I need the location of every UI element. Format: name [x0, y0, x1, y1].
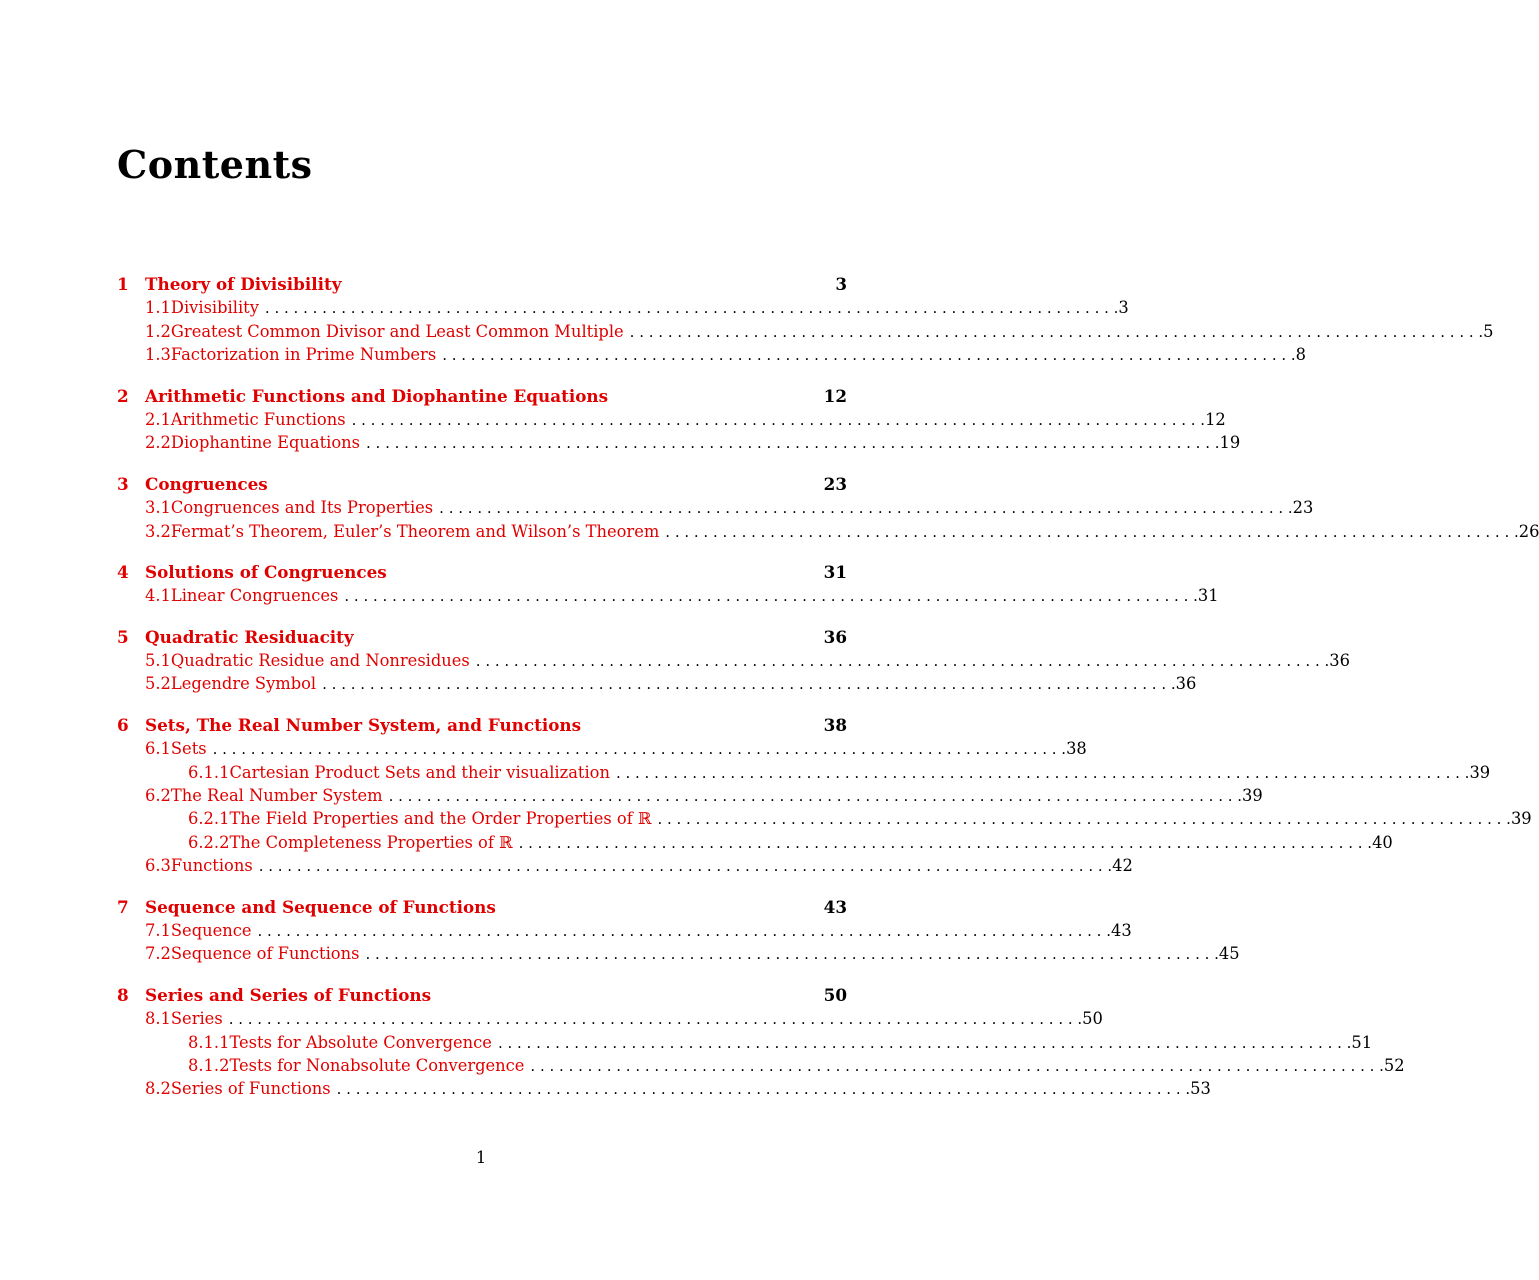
section-page-number: 12 [1205, 409, 1226, 429]
section-page-number: 39 [1510, 809, 1532, 829]
toc-chapter-link[interactable] [117, 984, 847, 1007]
toc-chapter-link[interactable] [117, 385, 847, 408]
section-number: 3.1 [145, 498, 171, 518]
dot-leader: . . . . . . . . . . . . . . . . . . . . . . . . . . . . . . . . . . . . . . . . . . . . . . . . . . . . . . . . . . . . . . . . . . . . . . . . . . . . . . . . . . . . . . . . . . [530, 1056, 1384, 1075]
section-number: 7.1 [145, 920, 171, 940]
toc-chapter-link[interactable] [117, 273, 847, 296]
toc-section-link[interactable] [117, 584, 1219, 607]
dot-leader: . . . . . . . . . . . . . . . . . . . . . . . . . . . . . . . . . . . . . . . . . . . . . . . . . . . . . . . . . . . . . . . . . . . . . . . . . . . . . . . . . . . . . . . . . . [497, 1033, 1352, 1052]
section-number: 5.2 [145, 674, 171, 694]
dot-leader: . . . . . . . . . . . . . . . . . . . . . . . . . . . . . . . . . . . . . . . . . . . . . . . . . . . . . . . . . . . . . . . . . . . . . . . . . . . . . . . . . . . . . . . . . . [475, 652, 1330, 671]
section-number: 3.2 [145, 521, 171, 541]
toc-chapter [117, 714, 1532, 878]
section-number: 1.1 [145, 298, 171, 318]
section-title[interactable]: The Completeness Properties of ℝ [229, 832, 513, 852]
section-number: 2.2 [145, 433, 171, 453]
toc-subsection-link[interactable] [117, 1054, 1405, 1077]
section-number: 6.2.1 [188, 809, 230, 829]
section-number: 6.3 [145, 856, 171, 876]
dot-leader: . . . . . . . . . . . . . . . . . . . . . . . . . . . . . . . . . . . . . . . . . . . . . . . . . . . . . . . . . . . . . . . . . . . . . . . . . . . . . . . . . . . . . . . . . . [439, 499, 1293, 518]
section-number: 8.2 [145, 1079, 171, 1099]
toc-section-link[interactable] [117, 496, 1314, 519]
toc-section-link[interactable] [117, 408, 1226, 431]
chapter-number: 4 [117, 561, 129, 582]
section-title[interactable]: Sets [170, 739, 207, 759]
section-title[interactable]: Sequence [170, 920, 252, 940]
section-title[interactable]: Divisibility [170, 298, 259, 318]
dot-leader: . . . . . . . . . . . . . . . . . . . . . . . . . . . . . . . . . . . . . . . . . . . . . . . . . . . . . . . . . . . . . . . . . . . . . . . . . . . . . . . . . . . . . . . . . . [336, 1080, 1191, 1099]
section-title[interactable]: Factorization in Prime Numbers [170, 345, 437, 365]
section-number: 8.1.1 [188, 1032, 230, 1052]
section-title[interactable]: Cartesian Product Sets and their visualization [229, 762, 610, 782]
section-page-number: 36 [1175, 674, 1197, 694]
section-number: 1.3 [145, 345, 171, 365]
toc-chapter [117, 385, 1241, 455]
chapter-page-number: 38 [823, 714, 847, 735]
dot-leader: . . . . . . . . . . . . . . . . . . . . . . . . . . . . . . . . . . . . . . . . . . . . . . . . . . . . . . . . . . . . . . . . . . . . . . . . . . . . . . . . . . . . . . . . . . [518, 833, 1373, 852]
toc-chapter-link[interactable] [117, 626, 847, 649]
dot-leader: . . . . . . . . . . . . . . . . . . . . . . . . . . . . . . . . . . . . . . . . . . . . . . . . . . . . . . . . . . . . . . . . . . . . . . . . . . . . . . . . . . . . . . . . . . [365, 945, 1219, 964]
toc-chapter-link[interactable] [117, 561, 847, 584]
section-page-number: 39 [1242, 786, 1263, 806]
toc-subsection-link[interactable] [117, 831, 1393, 854]
chapter-page-number: 3 [835, 274, 847, 294]
section-title[interactable]: The Field Properties and the Order Properties of ℝ [229, 809, 652, 829]
toc-chapter [117, 984, 1405, 1101]
chapter-page-number: 43 [823, 896, 847, 917]
section-number: 6.2.2 [188, 832, 230, 852]
toc-section-link[interactable] [117, 737, 1087, 760]
section-title[interactable]: Greatest Common Divisor and Least Common Multiple [170, 321, 624, 341]
page-title: Contents [117, 142, 313, 187]
dot-leader: . . . . . . . . . . . . . . . . . . . . . . . . . . . . . . . . . . . . . . . . . . . . . . . . . . . . . . . . . . . . . . . . . . . . . . . . . . . . . . . . . . . . . . . . . . [657, 810, 1511, 829]
dot-leader: . . . . . . . . . . . . . . . . . . . . . . . . . . . . . . . . . . . . . . . . . . . . . . . . . . . . . . . . . . . . . . . . . . . . . . . . . . . . . . . . . . . . . . . . . . [344, 587, 1198, 606]
section-title[interactable]: Arithmetic Functions [170, 409, 346, 429]
section-page-number: 19 [1219, 433, 1241, 453]
toc-chapter [117, 626, 1350, 696]
dot-leader: . . . . . . . . . . . . . . . . . . . . . . . . . . . . . . . . . . . . . . . . . . . . . . . . . . . . . . . . . . . . . . . . . . . . . . . . . . . . . . . . . . . . . . . . . . [629, 322, 1484, 341]
dot-leader: . . . . . . . . . . . . . . . . . . . . . . . . . . . . . . . . . . . . . . . . . . . . . . . . . . . . . . . . . . . . . . . . . . . . . . . . . . . . . . . . . . . . . . . . . . [615, 763, 1470, 782]
toc-subsection-link[interactable] [117, 761, 1491, 784]
dot-leader: . . . . . . . . . . . . . . . . . . . . . . . . . . . . . . . . . . . . . . . . . . . . . . . . . . . . . . . . . . . . . . . . . . . . . . . . . . . . . . . . . . . . . . . . . . [388, 787, 1243, 806]
toc-section-link[interactable] [117, 672, 1197, 695]
toc-section-link[interactable] [117, 1077, 1211, 1100]
toc-chapter-link[interactable] [117, 473, 847, 496]
section-number: 4.1 [145, 586, 171, 606]
chapter-title[interactable]: Quadratic Residuacity [145, 626, 354, 647]
section-title[interactable]: Sequence of Functions [170, 944, 360, 964]
section-title[interactable]: Functions [170, 856, 253, 876]
dot-leader: . . . . . . . . . . . . . . . . . . . . . . . . . . . . . . . . . . . . . . . . . . . . . . . . . . . . . . . . . . . . . . . . . . . . . . . . . . . . . . . . . . . . . . . . . . [366, 434, 1220, 453]
section-number: 1.2 [145, 321, 171, 341]
chapter-page-number: 50 [823, 984, 847, 1005]
section-page-number: 50 [1082, 1009, 1103, 1029]
section-page-number: 26 [1518, 521, 1539, 541]
section-page-number: 45 [1218, 944, 1240, 964]
section-page-number: 53 [1190, 1079, 1211, 1099]
toc-section-link[interactable] [117, 942, 1240, 965]
chapter-title[interactable]: Sequence and Sequence of Functions [145, 896, 496, 917]
chapter-page-number: 23 [823, 473, 847, 494]
dot-leader: . . . . . . . . . . . . . . . . . . . . . . . . . . . . . . . . . . . . . . . . . . . . . . . . . . . . . . . . . . . . . . . . . . . . . . . . . . . . . . . . . . . . . . . . . . [322, 675, 1176, 694]
section-page-number: 5 [1483, 321, 1494, 341]
chapter-title[interactable]: Theory of Divisibility [145, 274, 342, 294]
section-number: 6.1.1 [188, 762, 230, 782]
table-of-contents [117, 273, 1539, 1119]
section-title[interactable]: Congruences and Its Properties [170, 498, 434, 518]
chapter-page-number: 31 [823, 561, 847, 582]
dot-leader: . . . . . . . . . . . . . . . . . . . . . . . . . . . . . . . . . . . . . . . . . . . . . . . . . . . . . . . . . . . . . . . . . . . . . . . . . . . . . . . . . . . . . . . . . . [351, 410, 1206, 429]
chapter-title[interactable]: Arithmetic Functions and Diophantine Equations [145, 385, 609, 406]
toc-chapter [117, 273, 1494, 367]
toc-chapter-link[interactable] [117, 714, 847, 737]
section-number: 7.2 [145, 944, 171, 964]
dot-leader: . . . . . . . . . . . . . . . . . . . . . . . . . . . . . . . . . . . . . . . . . . . . . . . . . . . . . . . . . . . . . . . . . . . . . . . . . . . . . . . . . . . . . . . . . . [258, 857, 1113, 876]
chapter-number: 7 [117, 896, 129, 917]
chapter-title[interactable]: Series and Series of Functions [145, 984, 432, 1005]
section-title[interactable]: Fermat’s Theorem, Euler’s Theorem and Wilson’s Theorem [170, 521, 660, 541]
toc-chapter [117, 896, 1240, 966]
chapter-title[interactable]: Sets, The Real Number System, and Functions [145, 714, 582, 735]
dot-leader: . . . . . . . . . . . . . . . . . . . . . . . . . . . . . . . . . . . . . . . . . . . . . . . . . . . . . . . . . . . . . . . . . . . . . . . . . . . . . . . . . . . . . . . . . . [228, 1010, 1083, 1029]
toc-section-link[interactable] [117, 649, 1350, 672]
section-number: 2.1 [145, 409, 171, 429]
dot-leader: . . . . . . . . . . . . . . . . . . . . . . . . . . . . . . . . . . . . . . . . . . . . . . . . . . . . . . . . . . . . . . . . . . . . . . . . . . . . . . . . . . . . . . . . . . [212, 740, 1067, 759]
section-number: 6.1 [145, 739, 171, 759]
toc-chapter [117, 473, 1539, 543]
toc-chapter-link[interactable] [117, 896, 847, 919]
section-number: 5.1 [145, 651, 171, 671]
chapter-title[interactable]: Solutions of Congruences [145, 561, 387, 582]
section-page-number: 38 [1066, 739, 1087, 759]
section-page-number: 8 [1295, 345, 1307, 365]
section-title[interactable]: Series of Functions [170, 1079, 331, 1099]
section-number: 8.1.2 [188, 1055, 230, 1075]
dot-leader: . . . . . . . . . . . . . . . . . . . . . . . . . . . . . . . . . . . . . . . . . . . . . . . . . . . . . . . . . . . . . . . . . . . . . . . . . . . . . . . . . . . . . . . . . . [442, 346, 1296, 365]
chapter-title[interactable]: Congruences [145, 473, 268, 494]
toc-section-link[interactable] [117, 343, 1307, 366]
section-title[interactable]: Tests for Nonabsolute Convergence [229, 1055, 525, 1075]
chapter-number: 3 [117, 473, 129, 494]
section-number: 8.1 [145, 1009, 171, 1029]
dot-leader: . . . . . . . . . . . . . . . . . . . . . . . . . . . . . . . . . . . . . . . . . . . . . . . . . . . . . . . . . . . . . . . . . . . . . . . . . . . . . . . . . . . . . . . . . . [264, 299, 1119, 318]
section-page-number: 42 [1112, 856, 1133, 876]
section-page-number: 23 [1292, 498, 1314, 518]
toc-chapter [117, 561, 1219, 608]
toc-subsection-link[interactable] [117, 1031, 1373, 1054]
chapter-page-number: 12 [823, 385, 847, 406]
toc-section-link[interactable] [117, 919, 1132, 942]
section-page-number: 52 [1383, 1055, 1405, 1075]
section-title[interactable]: The Real Number System [170, 786, 383, 806]
section-title[interactable]: Linear Congruences [170, 586, 339, 606]
section-title[interactable]: Tests for Absolute Convergence [229, 1032, 492, 1052]
section-page-number: 3 [1118, 298, 1129, 318]
dot-leader: . . . . . . . . . . . . . . . . . . . . . . . . . . . . . . . . . . . . . . . . . . . . . . . . . . . . . . . . . . . . . . . . . . . . . . . . . . . . . . . . . . . . . . . . . . [665, 522, 1519, 541]
section-page-number: 31 [1197, 586, 1219, 606]
section-title[interactable]: Diophantine Equations [170, 433, 361, 453]
section-page-number: 39 [1469, 762, 1491, 782]
chapter-number: 6 [117, 714, 129, 735]
chapter-number: 5 [117, 626, 129, 647]
section-title[interactable]: Series [170, 1009, 223, 1029]
section-page-number: 40 [1372, 832, 1393, 852]
dot-leader: . . . . . . . . . . . . . . . . . . . . . . . . . . . . . . . . . . . . . . . . . . . . . . . . . . . . . . . . . . . . . . . . . . . . . . . . . . . . . . . . . . . . . . . . . . [257, 921, 1111, 940]
toc-section-link[interactable] [117, 520, 1539, 543]
chapter-number: 8 [117, 984, 129, 1005]
section-page-number: 36 [1329, 651, 1350, 671]
toc-section-link[interactable] [117, 320, 1494, 343]
section-page-number: 43 [1110, 920, 1132, 940]
toc-section-link[interactable] [117, 431, 1241, 454]
toc-section-link[interactable] [117, 1007, 1103, 1030]
section-title[interactable]: Legendre Symbol [170, 674, 317, 694]
chapter-number: 1 [117, 274, 129, 294]
page-number: 1 [475, 1148, 487, 1167]
section-page-number: 51 [1351, 1032, 1373, 1052]
section-title[interactable]: Quadratic Residue and Nonresidues [170, 651, 470, 671]
chapter-number: 2 [117, 385, 129, 406]
section-number: 6.2 [145, 786, 171, 806]
toc-section-link[interactable] [117, 854, 1133, 877]
toc-subsection-link[interactable] [117, 807, 1532, 830]
toc-section-link[interactable] [117, 784, 1263, 807]
chapter-page-number: 36 [823, 626, 847, 647]
toc-section-link[interactable] [117, 296, 1129, 319]
